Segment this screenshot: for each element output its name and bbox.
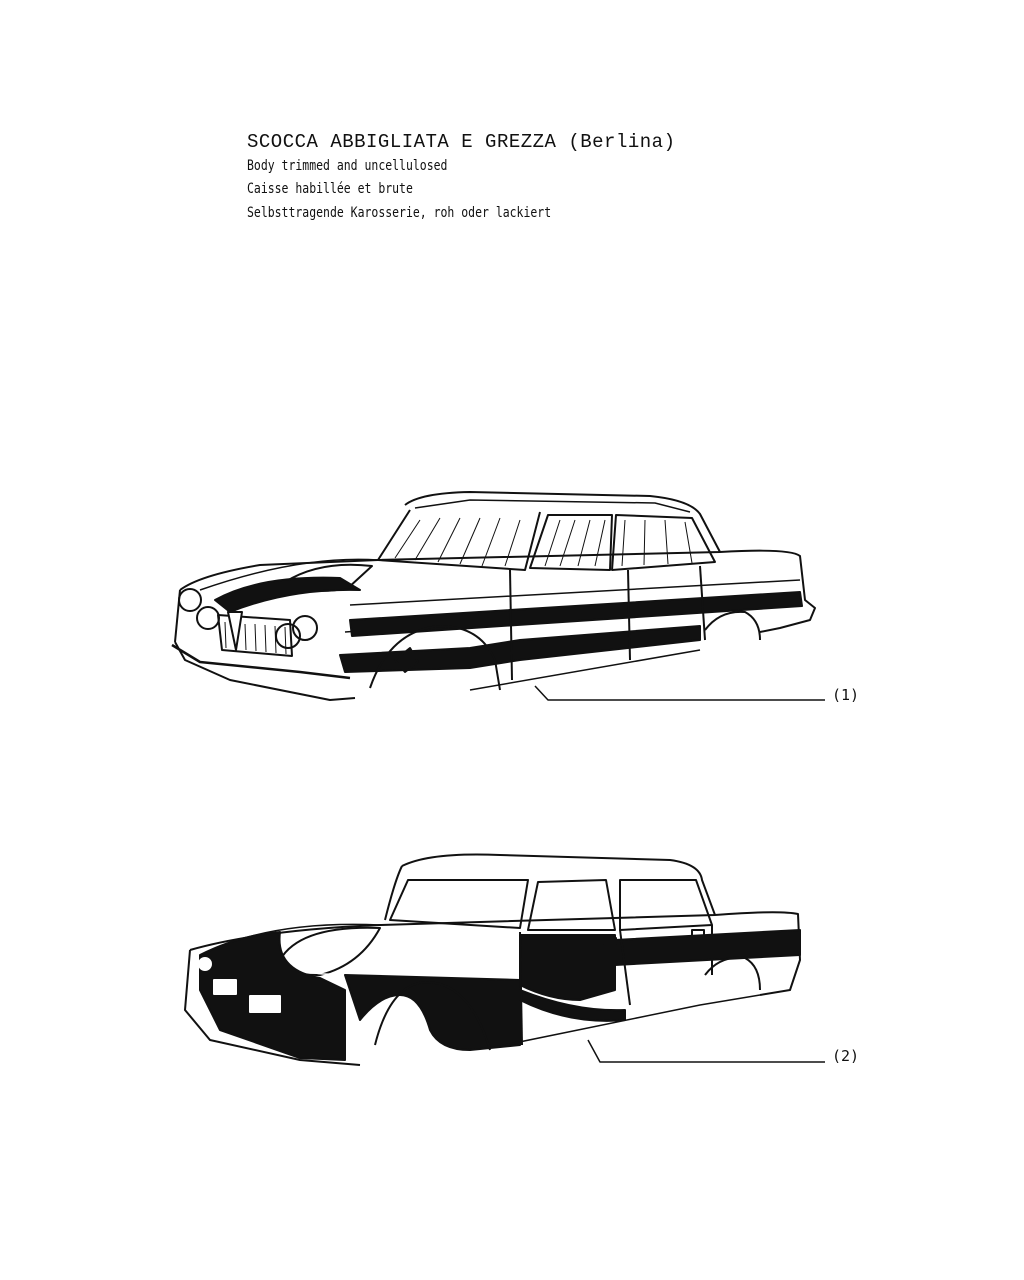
- callout-label-1: (1): [832, 686, 860, 704]
- subtitle-french: Caisse habillée et brute: [247, 181, 413, 197]
- car-illustration-raw: [185, 854, 825, 1065]
- car-illustration-trimmed: [172, 492, 825, 700]
- subtitle-english: Body trimmed and uncellulosed: [247, 158, 448, 174]
- subtitle-german: Selbsttragende Karosserie, roh oder lackiert: [247, 205, 552, 221]
- page-title: SCOCCA ABBIGLIATA E GREZZA (Berlina): [247, 131, 676, 153]
- callout-label-2: (2): [832, 1047, 860, 1065]
